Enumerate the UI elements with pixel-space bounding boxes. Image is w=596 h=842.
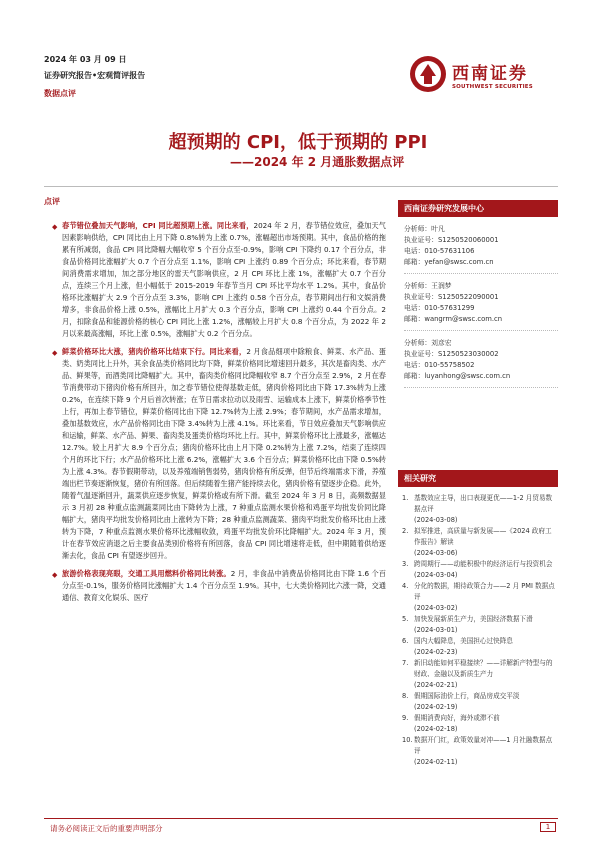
item-number: 4. — [402, 582, 409, 590]
item-number: 2. — [402, 527, 409, 535]
analyst-name: 分析师：刘彦宏 — [404, 339, 452, 347]
paragraph-lead: 鲜菜价格环比大涨，猪肉价格环比结束下行。同比来看， — [62, 347, 247, 356]
header-divider — [44, 186, 558, 187]
item-number: 10. — [402, 736, 413, 744]
related-research-item[interactable] — [402, 526, 558, 559]
bullet-icon: ◆ — [52, 223, 58, 231]
analyst-email[interactable]: 邮箱：yefan@swsc.com.cn — [404, 258, 494, 266]
item-date: (2024-03-08) — [414, 516, 458, 524]
analyst-phone: 电话：010-57631106 — [404, 247, 475, 255]
paragraph — [52, 568, 386, 604]
analyst-panel-header: 西南证券研究发展中心 — [398, 200, 558, 217]
related-research-item[interactable] — [402, 493, 558, 526]
item-title[interactable]: 加快发展新质生产力，美国经济数据下滑 — [414, 615, 533, 623]
analyst-phone: 电话：010-55758502 — [404, 361, 475, 369]
footer-disclaimer: 请务必阅读正文后的重要声明部分 — [50, 824, 163, 833]
report-title: 超预期的 CPI，低于预期的 PPI — [168, 132, 428, 153]
item-title[interactable]: 假期消费向好，海外或滞不前 — [414, 714, 500, 722]
report-date: 2024 年 03 月 09 日 — [44, 55, 127, 64]
report-series: 证券研究报告•宏观简评报告 — [44, 71, 146, 80]
brand-name: 西南证券 — [452, 64, 528, 84]
analyst-cert: 执业证号：S1250520060001 — [404, 236, 499, 244]
main-content — [52, 220, 386, 610]
item-date: (2024-03-06) — [414, 549, 458, 557]
item-title[interactable]: 国内大幅降息，美国担心过快降息 — [414, 637, 513, 645]
paragraph — [52, 220, 386, 340]
analyst-panel — [398, 200, 558, 388]
item-title[interactable]: 跨周期行——动能积极中的经济运行与投资机会 — [414, 560, 553, 568]
related-research-item[interactable] — [402, 691, 558, 713]
section-label: 点评 — [44, 197, 60, 206]
item-date: (2024-03-01) — [414, 626, 458, 634]
report-subtitle: ——2024 年 2 月通胀数据点评 — [230, 155, 405, 169]
analyst-phone: 电话：010-57631299 — [404, 304, 475, 312]
analyst-card — [404, 224, 558, 274]
related-research-item[interactable] — [402, 559, 558, 581]
paragraph-lead: 春节错位叠加天气影响，CPI 同比超预期上涨。同比来看， — [62, 221, 254, 230]
item-date: (2024-03-02) — [414, 604, 458, 612]
item-date: (2024-02-21) — [414, 681, 458, 689]
item-number: 5. — [402, 615, 409, 623]
analyst-email[interactable]: 邮箱：wangrm@swsc.com.cn — [404, 315, 503, 323]
item-date: (2024-02-19) — [414, 703, 458, 711]
related-research-item[interactable] — [402, 713, 558, 735]
item-title[interactable]: 基数效应主导，出口表现更优——1-2 月贸易数据点评 — [414, 494, 553, 513]
paragraph-body: 2 月，非食品中消费品价格同比由下降 1.6 个百分点至-0.1%，服务价格同比涨幅扩大 1.4 个百分点至 1.9%。其中，七大类价格同比六涨一降，交通通信、教育文化娱乐、医疗 — [62, 569, 386, 602]
item-number: 1. — [402, 494, 409, 502]
bullet-icon: ◆ — [52, 349, 58, 357]
paragraph-lead: 旅游价格表现亮眼，交通工具用燃料价格同比转涨。 — [62, 569, 231, 578]
bullet-icon: ◆ — [52, 571, 58, 579]
related-research-list — [402, 493, 558, 768]
page-number: 1 — [540, 822, 556, 832]
analyst-card — [404, 338, 558, 388]
item-title[interactable]: 数据开门红，政策效量对冲——1 月社融数据点评 — [414, 736, 553, 755]
related-research-item[interactable] — [402, 658, 558, 691]
paragraph — [52, 346, 386, 562]
analyst-name: 分析师：王润梦 — [404, 282, 452, 290]
item-title[interactable]: 拟军推进，高质量与新发展——《2024 政府工作报告》解读 — [414, 527, 552, 546]
paragraph-body: 2024 年 2 月，春节错位效应，叠加天气因素影响供给，CPI 同比由上月下降 0.8%转为上涨 0.7%，涨幅超出市场预期。其中，食品价格的拖累有所减弱，食品 CPI 同比降幅大幅收窄 5 个百分点至-0.9%，影响 CPI 下降约 0.17 个百分点，非食品价格同比涨幅扩大 0.7 个百分点至 1.1%，影响 CPI 上涨约 0.89 个百分点；环比来看，春节期间消费需求增加，加之部分地区的雷天气影响供应，2 月 CPI 环比上涨 1%，涨幅扩大 0.7 个百分点，连续三个月上涨，但小幅低于 2015-2019 年春节当月 CPI 环比平均水平 1.2%。其中，食品价格环比涨幅扩大 2.9 个百分点至 3.3%，影响 CPI 上涨约 0.58 个百分点，春节期间出行和文娱消费增多，非食品价格上涨 0.5%，涨幅比上月扩大 0.3 个百分点，影响 CPI 上涨约 0.44 个百分点。2 月，扣除食品和能源价格的核心 CPI 同比上涨 1.2%，涨幅较上月扩大 0.8 个百分点，为 2022 年 2 月以来最高涨幅，环比上涨 0.5%，涨幅扩大 0.2 个百分点。 — [62, 221, 386, 338]
related-research-item[interactable] — [402, 636, 558, 658]
item-title[interactable]: 新旧动能如何平稳接续？——详解新产特型与的财政、金融以及新质生产力 — [414, 659, 553, 678]
analyst-email[interactable]: 邮箱：luyanhong@swsc.com.cn — [404, 372, 511, 380]
item-date: (2024-02-11) — [414, 758, 458, 766]
paragraph-body: 2 月食品细项中除粮食、鲜菜、水产品、蛋类、奶类同比上升外，其余食品类价格同比均下降，鲜菜价格同比增速回升最多，其次是畜肉类、水产品、鲜果等，而酒类同比降幅扩大。其中，畜肉类价格同比降幅收窄 8.7 个百分点至 2.9%，2 月在春节消费带动下猪肉价格有所回升，加之春节错位使得基数走低，猪肉价格同比由下降 17.3%转为上涨 0.2%，在连续下降 9 个月后首次转涨；在节日需求拉动以及雨雪、运输成本上涨下，鲜菜价格季节性上行，再加上春节错位，鲜菜价格同比由下降 12.7%转为上涨 2.9%；春节期间，水产品需求增加，叠加基数效应，水产品价格同比由下降 3.4%转为上涨 4.1%。环比来看，节日效应叠加天气影响供应和运输，鲜菜、水产品、鲜果、畜肉类及蛋类价格均环比上行。其中，鲜菜价格环比上涨最多，涨幅达 12.7%。较上月扩大 8.9 个百分点；猪肉价格环比由上月下降 0.2%转为上涨 7.2%，结束了连续四个月的环比下行；水产品价格环比上涨 6.2%，涨幅扩大 3.6 个百分点；鲜菜价格环比由下降 0.5%转为上涨 4.3%。春节假期带动，以及养殖端销售弱势，猪肉价格有所反弹，但节后终端需求下滑，养殖端出栏节奏逐渐恢复，猪价有所回落。但后续随着生猪产能持续去化，猪肉价格有望逐步企稳。此外，随着气温逐渐回升，蔬菜供应逐步恢复，鲜菜价格或有所下滑。截至 2024 年 3 月 8 日，高频数据显示 3 月初 28 种重点监测蔬菜同比由下降转为上涨，7 种重点监测水果价格和鸡蛋平均批发价同比降幅扩大，猪肉平均批发价格同比由上涨转为下降；28 种重点监测蔬菜、猪肉平均批发价格环比由上涨转为下降，7 种重点监测水果价格环比涨幅收敛，鸡蛋平均批发价环比降幅扩大。2024 年 3 月，预计在春节效应消退之后主要食品类别价格将有所回落，食品 CPI 同比增速将走低，但中期随着供给逐渐去化，食品 CPI 有望逐步回升。 — [62, 347, 386, 560]
item-title[interactable]: 分化的数据，期待政策合力——2 月 PMI 数据点评 — [414, 582, 555, 601]
related-research-header: 相关研究 — [398, 470, 558, 487]
related-research-item[interactable] — [402, 614, 558, 636]
analyst-cert: 执业证号：S1250523030002 — [404, 350, 499, 358]
analyst-name: 分析师：叶凡 — [404, 225, 445, 233]
item-number: 9. — [402, 714, 409, 722]
brand-name-en: SOUTHWEST SECURITIES — [452, 84, 533, 90]
footer-divider — [44, 818, 558, 819]
item-date: (2024-02-23) — [414, 648, 458, 656]
analyst-cert: 执业证号：S1250522090001 — [404, 293, 499, 301]
item-number: 6. — [402, 637, 409, 645]
item-number: 3. — [402, 560, 409, 568]
item-date: (2024-03-04) — [414, 571, 458, 579]
related-research-item[interactable] — [402, 735, 558, 768]
analyst-card — [404, 281, 558, 331]
item-number: 8. — [402, 692, 409, 700]
related-research-item[interactable] — [402, 581, 558, 614]
item-number: 7. — [402, 659, 409, 667]
report-type: 数据点评 — [44, 89, 76, 98]
related-research-panel — [398, 470, 558, 768]
item-date: (2024-02-18) — [414, 725, 458, 733]
item-title[interactable]: 假期国际油价上行，商品房成交平淡 — [414, 692, 520, 700]
